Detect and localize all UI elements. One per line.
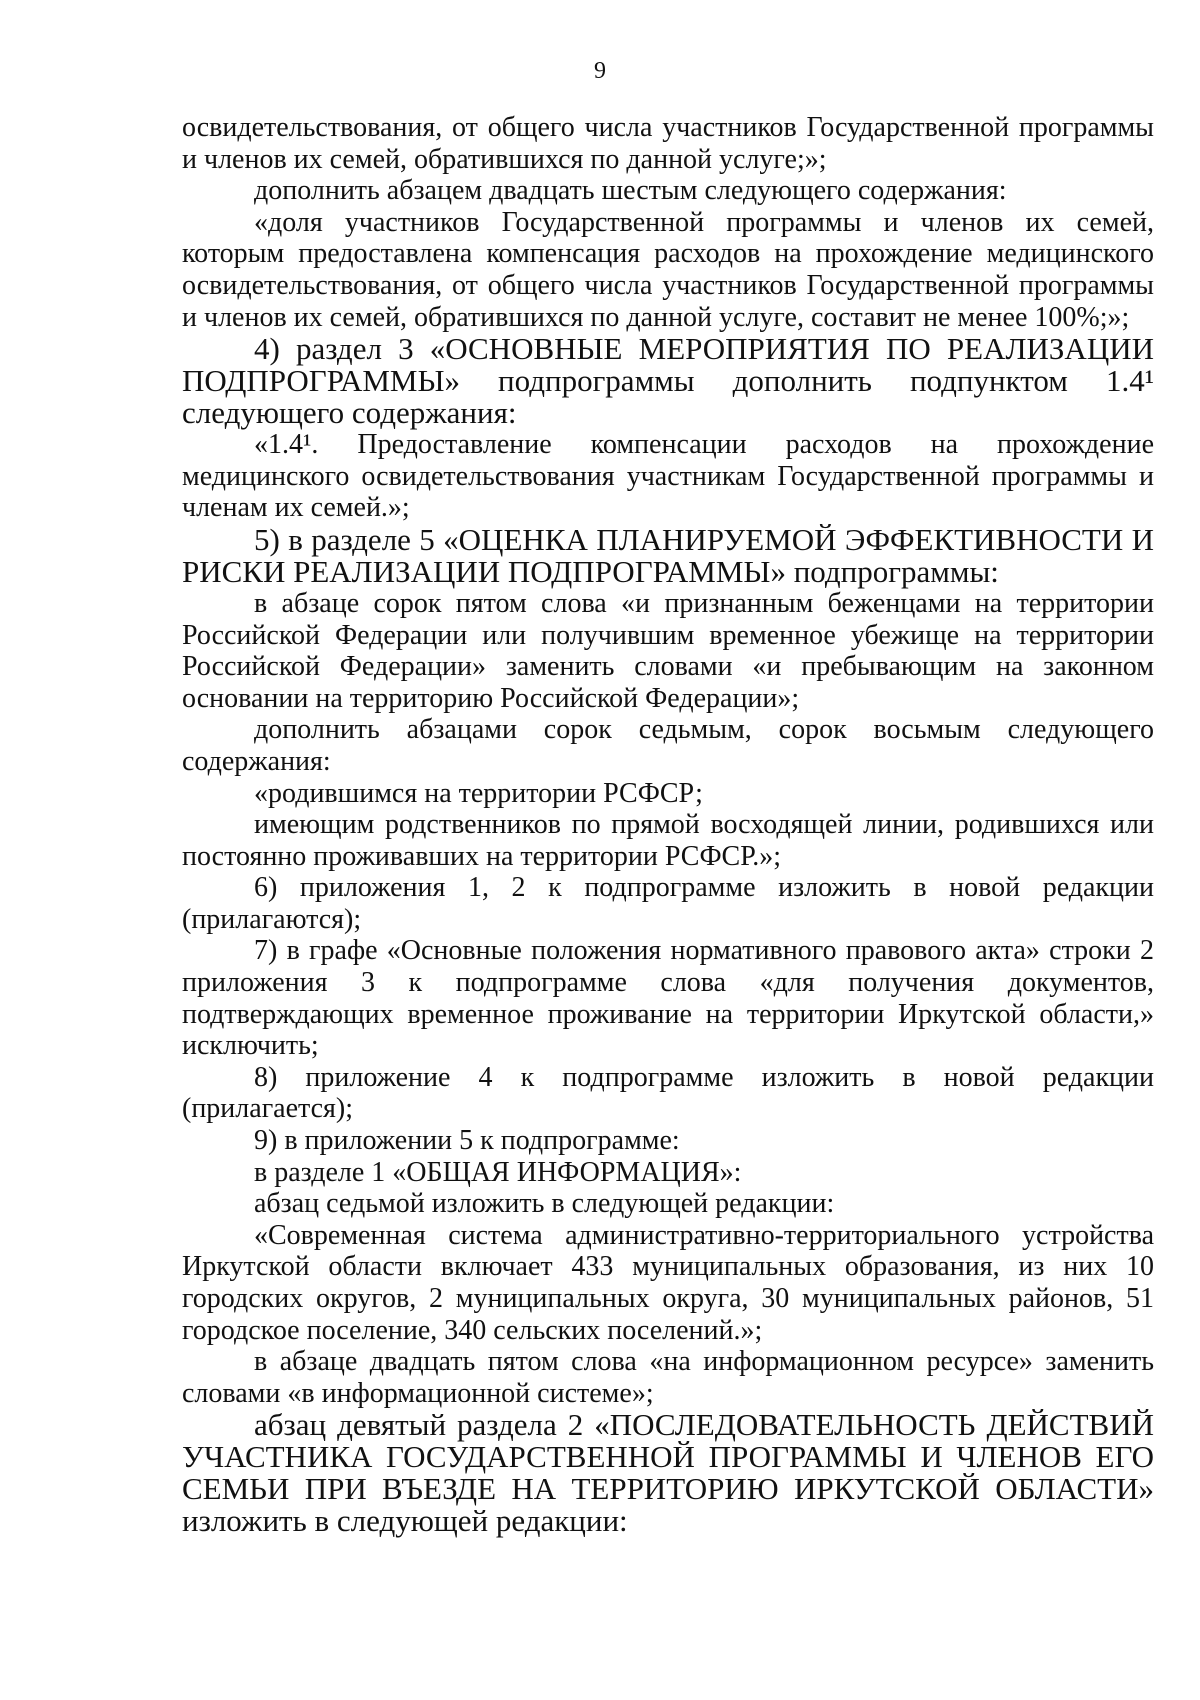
paragraph-5: «1.4¹. Предоставление компенсации расходов на прохождение медицинского освидетельствования участникам Государственной программы и членам их семей.»; — [182, 429, 1154, 524]
paragraph-4: 4) раздел 3 «ОСНОВНЫЕ МЕРОПРИЯТИЯ ПО РЕАЛИЗАЦИИ ПОДПРОГРАММЫ» подпрограммы дополнить подпунктом 1.4¹ следующего содержания: — [182, 331, 1154, 431]
paragraph-16: абзац седьмой изложить в следующей редакции: — [254, 1188, 835, 1220]
page-number: 9 — [594, 58, 606, 84]
paragraph-18: в абзаце двадцать пятом слова «на информационном ресурсе» заменить словами «в информационной системе»; — [182, 1346, 1154, 1409]
paragraph-2: дополнить абзацем двадцать шестым следующего содержания: — [254, 175, 1007, 207]
paragraph-14: 9) в приложении 5 к подпрограмме: — [254, 1125, 680, 1157]
paragraph-15: в разделе 1 «ОБЩАЯ ИНФОРМАЦИЯ»: — [254, 1156, 742, 1188]
paragraph-7: в абзаце сорок пятом слова «и признанным беженцами на территории Российской Федерации или получившим временное убежище на территории Российской Федерации» заменить словами «и пребывающим на законном основании на территорию Российской Федерации»; — [182, 587, 1154, 714]
paragraph-6: 5) в разделе 5 «ОЦЕНКА ПЛАНИРУЕМОЙ ЭФФЕКТИВНОСТИ И РИСКИ РЕАЛИЗАЦИИ ПОДПРОГРАММЫ» подпрограммы: — [182, 521, 1154, 589]
document-body — [182, 112, 1154, 1537]
paragraph-19: абзац девятый раздела 2 «ПОСЛЕДОВАТЕЛЬНОСТЬ ДЕЙСТВИЙ УЧАСТНИКА ГОСУДАРСТВЕННОЙ ПРОГРАММЫ И ЧЛЕНОВ ЕГО СЕМЬИ ПРИ ВЪЕЗДЕ НА ТЕРРИТОРИЮ ИРКУТСКОЙ ОБЛАСТИ» изложить в следующей редакции: — [182, 1407, 1154, 1539]
paragraph-10: имеющим родственников по прямой восходящей линии, родившихся или постоянно проживавших на территории РСФСР.»; — [182, 809, 1154, 872]
paragraph-9: «родившимся на территории РСФСР; — [254, 777, 703, 809]
paragraph-3: «доля участников Государственной программы и членов их семей, которым предоставлена компенсация расходов на прохождение медицинского освидетельствования, от общего числа участников Государственной программы и членов их семей, обратившихся по данной услуге, составит не менее 100%;»; — [182, 206, 1154, 333]
paragraph-12: 7) в графе «Основные положения нормативного правового акта» строки 2 приложения 3 к подпрограмме слова «для получения документов, подтверждающих временное проживание на территории Иркутской области,» исключить; — [182, 935, 1154, 1062]
paragraph-1: освидетельствования, от общего числа участников Государственной программы и членов их семей, обратившихся по данной услуге;»; — [182, 112, 1154, 175]
paragraph-13: 8) приложение 4 к подпрограмме изложить в новой редакции (прилагается); — [182, 1061, 1154, 1125]
paragraph-11: 6) приложения 1, 2 к подпрограмме изложить в новой редакции (прилагаются); — [182, 872, 1154, 935]
paragraph-8: дополнить абзацами сорок седьмым, сорок восьмым следующего содержания: — [182, 714, 1154, 777]
paragraph-17: «Современная система административно-территориального устройства Иркутской области включает 433 муниципальных образования, из них 10 городских округов, 2 муниципальных округа, 30 муниципальных районов, 51 городское поселение, 340 сельских поселений.»; — [182, 1219, 1154, 1346]
